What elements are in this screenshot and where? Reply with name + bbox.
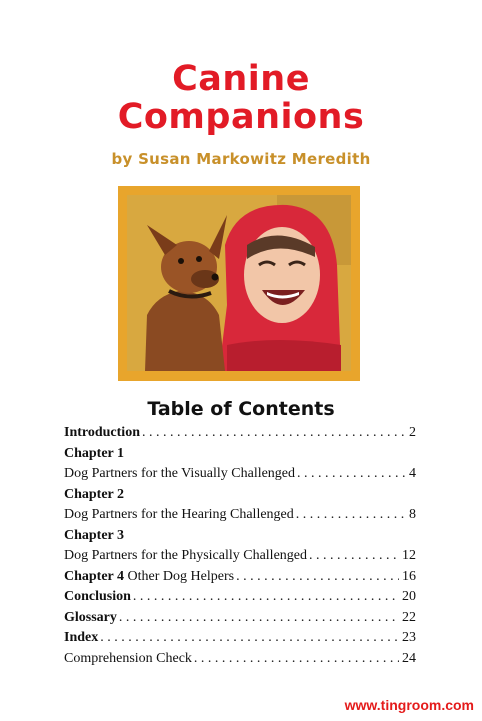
toc-label: Index xyxy=(64,630,99,645)
toc-row[interactable] xyxy=(64,608,416,629)
toc-page: 2 xyxy=(409,425,416,440)
cover-photo xyxy=(118,186,360,381)
toc-row[interactable] xyxy=(64,628,416,649)
toc-label: Dog Partners for the Hearing Challenged xyxy=(64,507,294,522)
toc-label: Dog Partners for the Physically Challenged xyxy=(64,548,308,563)
table-of-contents xyxy=(64,423,416,669)
toc-row xyxy=(64,444,416,465)
toc-chapter-label: Chapter 4 xyxy=(64,568,125,584)
toc-label: Chapter 1 xyxy=(64,445,125,461)
author-byline: by Susan Markowitz Meredith xyxy=(111,150,371,168)
toc-page: 12 xyxy=(402,548,416,563)
book-title-line1: Canine xyxy=(172,59,310,99)
toc-row xyxy=(64,485,416,506)
toc-label: Introduction xyxy=(64,425,140,440)
toc-page: 16 xyxy=(402,568,416,584)
watermark-link[interactable]: www.tingroom.com xyxy=(344,697,474,713)
toc-label: Dog Partners for the Visually Challenged xyxy=(64,466,296,481)
toc-row[interactable] xyxy=(64,649,416,670)
toc-row[interactable] xyxy=(64,587,416,608)
boy-with-dog-photo xyxy=(127,195,351,371)
toc-label: Conclusion xyxy=(64,589,131,604)
toc-label: Comprehension Check xyxy=(64,650,192,666)
toc-row[interactable] xyxy=(64,505,416,526)
toc-row[interactable] xyxy=(64,546,416,567)
toc-page: 4 xyxy=(409,466,416,481)
toc-page: 24 xyxy=(402,650,416,666)
toc-row xyxy=(64,526,416,547)
toc-heading: Table of Contents xyxy=(147,398,335,420)
toc-page: 20 xyxy=(402,589,416,604)
toc-page: 8 xyxy=(409,507,416,522)
toc-chapter-title: Other Dog Helpers xyxy=(127,568,235,584)
book-title-line2: Companions xyxy=(117,97,365,137)
toc-page: 23 xyxy=(402,630,416,645)
toc-label: Chapter 3 xyxy=(64,527,125,543)
toc-row[interactable] xyxy=(64,464,416,485)
toc-row[interactable] xyxy=(64,423,416,444)
toc-label: Chapter 2 xyxy=(64,486,125,502)
toc-row[interactable] xyxy=(64,567,416,588)
toc-label xyxy=(64,567,236,588)
photo-illustration xyxy=(127,195,351,371)
toc-page: 22 xyxy=(402,609,416,625)
toc-label: Glossary xyxy=(64,609,117,625)
